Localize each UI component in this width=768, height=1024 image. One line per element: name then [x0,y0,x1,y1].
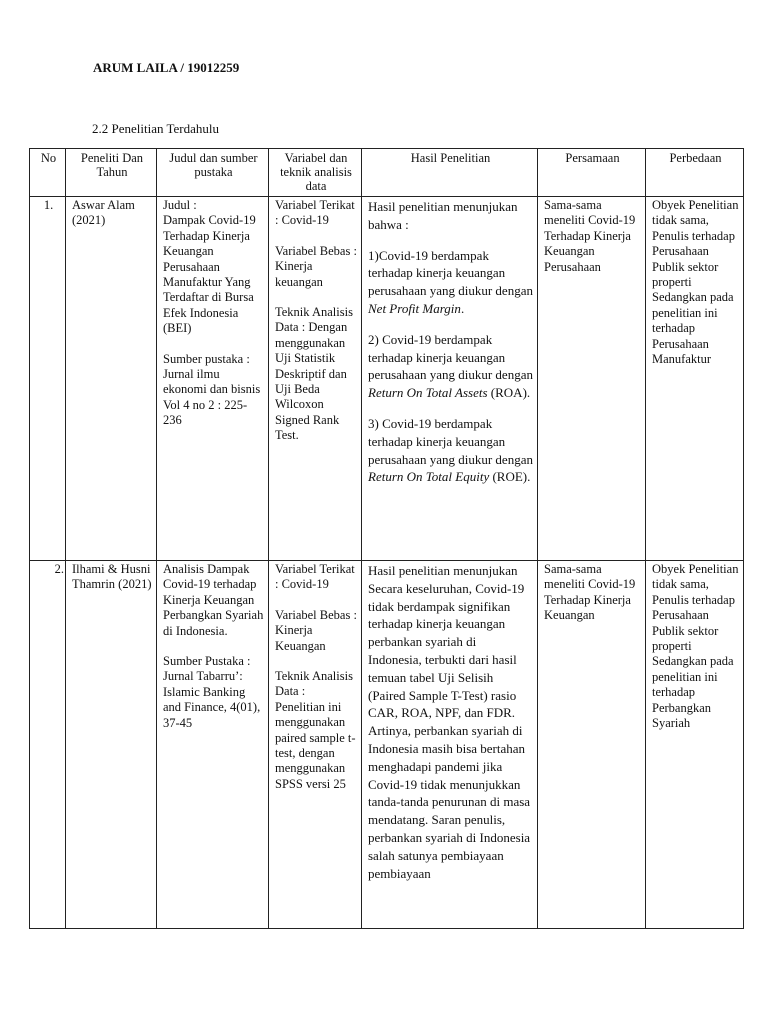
variabel-bebas: Variabel Bebas : Kinerja Keuangan [275,607,357,653]
row-number: 2. [30,561,66,929]
variabel-bebas: Variabel Bebas : Kinerja keuangan [275,243,357,289]
sumber-pustaka: Sumber Pustaka : Jurnal Tabarru’: Islamic Banking and Finance, 4(01), 37-45 [163,654,261,730]
persamaan-cell: Sama-sama meneliti Covid-19 Terhadap Kinerja Keuangan Perusahaan [538,197,646,561]
header-variabel: Variabel dan teknik analisis data [269,149,362,197]
header-persamaan: Persamaan [538,149,646,197]
header-judul: Judul dan sumber pustaka [157,149,269,197]
hasil-cell [362,197,538,561]
author-heading: ARUM LAILA / 19012259 [93,60,240,75]
table-row [30,561,744,929]
hasil-point-2-term: Return On Total Assets [368,385,488,401]
judul-text: Analisis Dampak Covid-19 terhadap Kinerja Keuangan Perbangkan Syariah di Indonesia. [163,562,264,638]
variabel-cell [269,561,362,929]
hasil-point-3-end: (ROE). [489,469,531,485]
table-header-row [30,149,744,197]
teknik-analisis: Teknik Analisis Data : Dengan menggunakan Uji Statistik Deskriptif dan Uji Beda Wilcoxon Signed Rank Test. [275,305,353,443]
sumber-pustaka: Sumber pustaka : Jurnal ilmu ekonomi dan bisnis Vol 4 no 2 : 225-236 [163,351,261,428]
header-perbedaan: Perbedaan [646,149,744,197]
judul-text: Dampak Covid-19 Terhadap Kinerja Keuangan Perusahaan Manufaktur Yang Terdaftar di Bursa Efek Indonesia (BEI) [163,213,256,336]
hasil-point-2 [368,331,533,402]
hasil-point-1 [368,247,533,318]
peneliti-cell: Ilhami & Husni Thamrin (2021) [66,561,157,929]
peneliti-cell: Aswar Alam (2021) [66,197,157,561]
hasil-point-3-text: 3) Covid-19 berdampak terhadap kinerja keuangan perusahaan yang diukur dengan [368,415,533,467]
persamaan-cell: Sama-sama meneliti Covid-19 Terhadap Kinerja Keuangan [538,561,646,929]
hasil-point-3 [368,415,533,486]
hasil-point-1-term: Net Profit Margin [368,300,461,316]
variabel-terikat: Variabel Terikat : Covid-19 [275,198,355,228]
hasil-cell: Hasil penelitian menunjukan Secara keseluruhan, Covid-19 tidak berdampak signifikan terhadap kinerja keuangan perbankan syariah di Indonesia, terbukti dari hasil temuan tabel Uji Selisih (Paired Sample T-Test) rasio CAR, ROA, NPF, dan FDR. Artinya, perbankan syariah di Indonesia masih bisa bertahan menghadapi pandemi jika Covid-19 tidak menunjukkan tanda-tanda penurunan di masa mendatang. Saran penulis, perbankan syariah di Indonesia salah satunya pembiayaan pembiayaan [362,561,538,929]
perbedaan-cell: Obyek Penelitian tidak sama, Penulis terhadap Perusahaan Publik sektor properti Sedangkan pada penelitian ini terhadap Perbangkan Syariah [646,561,744,929]
hasil-point-1-end: . [460,300,465,316]
hasil-intro: Hasil penelitian menunjukan bahwa : [368,199,518,232]
header-no: No [30,149,66,197]
judul-label: Judul : [163,198,197,212]
judul-cell [157,197,269,561]
hasil-point-3-term: Return On Total Equity [368,469,490,485]
variabel-cell [269,197,362,561]
perbedaan-cell: Obyek Penelitian tidak sama, Penulis terhadap Perusahaan Publik sektor properti Sedangkan pada penelitian ini terhadap Perusahaan Manufaktur [646,197,744,561]
section-title: 2.2 Penelitian Terdahulu [92,121,220,136]
teknik-analisis: Teknik Analisis Data : Penelitian ini menggunakan paired sample t-test, dengan menggunakan SPSS versi 25 [275,669,356,791]
row-number: 1. [30,197,66,561]
hasil-point-2-text: 2) Covid-19 berdampak terhadap kinerja keuangan perusahaan yang diukur dengan [368,331,533,383]
hasil-point-1-text: 1)Covid-19 berdampak terhadap kinerja keuangan perusahaan yang diukur dengan [368,247,533,299]
table-row [30,197,744,561]
research-table [29,148,744,929]
header-hasil: Hasil Penelitian [362,149,538,197]
hasil-point-2-end: (ROA). [487,385,531,401]
judul-cell [157,561,269,929]
header-peneliti: Peneliti Dan Tahun [66,149,157,197]
variabel-terikat: Variabel Terikat : Covid-19 [275,562,355,592]
